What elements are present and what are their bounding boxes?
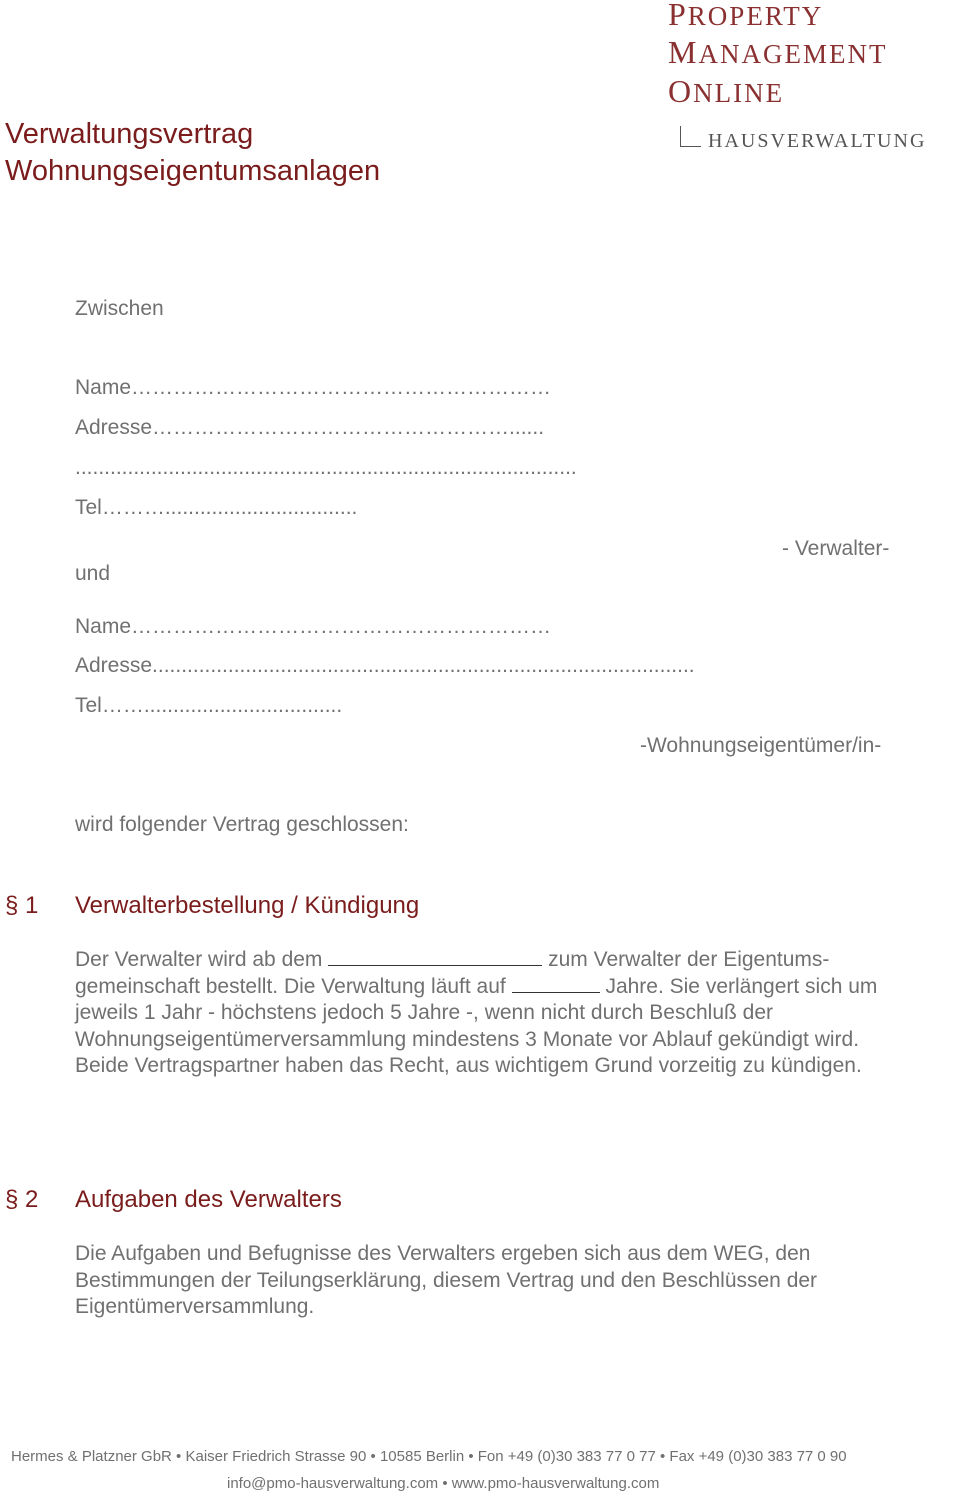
logo-corner-mark: [680, 126, 701, 147]
start-date-blank: [328, 947, 542, 966]
duration-blank: [512, 974, 600, 993]
section-2-number: § 2: [5, 1186, 39, 1213]
logo-line-online: ONLINE: [668, 73, 785, 109]
section-1-body: [75, 947, 925, 1080]
manager-address-continuation: ......................................................................................: [75, 456, 577, 479]
manager-role-label: - Verwalter-: [782, 537, 890, 560]
owner-tel-field: Tel……..................................: [75, 694, 343, 717]
logo-line-property: PROPERTY: [668, 0, 824, 32]
section-1-text-d: Beide Vertragspartner haben das Recht, aus wichtigem Grund vorzeitig zu kündigen.: [75, 1054, 862, 1077]
manager-address-field: Adresse……………………………………………......: [75, 416, 545, 439]
logo-subtitle: HAUSVERWALTUNG: [708, 130, 927, 152]
document-title-line2: Wohnungseigentumsanlagen: [5, 155, 381, 187]
section-2-title: Aufgaben des Verwalters: [75, 1186, 342, 1213]
manager-tel-field: Tel……….................................: [75, 496, 358, 519]
document-title: [5, 116, 380, 190]
owner-name-field: Name……………………………………………………: [75, 615, 552, 638]
between-label: Zwischen: [75, 297, 164, 320]
document-title-line1: Verwaltungsvertrag: [5, 118, 254, 150]
owner-address-field: Adresse.............................................................................................: [75, 654, 695, 677]
footer-contact: info@pmo-hausverwaltung.com • www.pmo-hausverwaltung.com: [227, 1475, 660, 1492]
section-1-text-b: zum Verwalter der Eigentums-gemeinschaft bestellt. Die Verwaltung läuft auf: [75, 948, 830, 998]
manager-name-field: Name……………………………………………………: [75, 376, 552, 399]
owner-role-label: -Wohnungseigentümer/in-: [640, 734, 882, 757]
section-1-title: Verwalterbestellung / Kündigung: [75, 892, 420, 919]
footer-address: Hermes & Platzner GbR • Kaiser Friedrich Strasse 90 • 10585 Berlin • Fon +49 (0)30 383 77 0 77 • Fax +49 (0)30 383 77 0 90: [11, 1448, 847, 1465]
logo-line-management: MANAGEMENT: [668, 34, 888, 70]
contract-intro: wird folgender Vertrag geschlossen:: [75, 813, 409, 836]
section-1-text-a: Der Verwalter wird ab dem: [75, 948, 323, 971]
and-label: und: [75, 562, 111, 585]
section-1-number: § 1: [5, 892, 39, 919]
section-2-body: Die Aufgaben und Befugnisse des Verwalters ergeben sich aus dem WEG, den Bestimmungen der Teilungserklärung, diesem Vertrag und den Beschlüssen der Eigentümerversammlung.: [75, 1242, 818, 1318]
section-1-text-c: Jahre. Sie verlängert sich um jeweils 1 Jahr - höchstens jedoch 5 Jahre -, wenn nicht durch Beschluß der Wohnungseigentümerversammlung mindestens 3 Monate vor Ablauf gekündigt wird.: [75, 974, 878, 1051]
